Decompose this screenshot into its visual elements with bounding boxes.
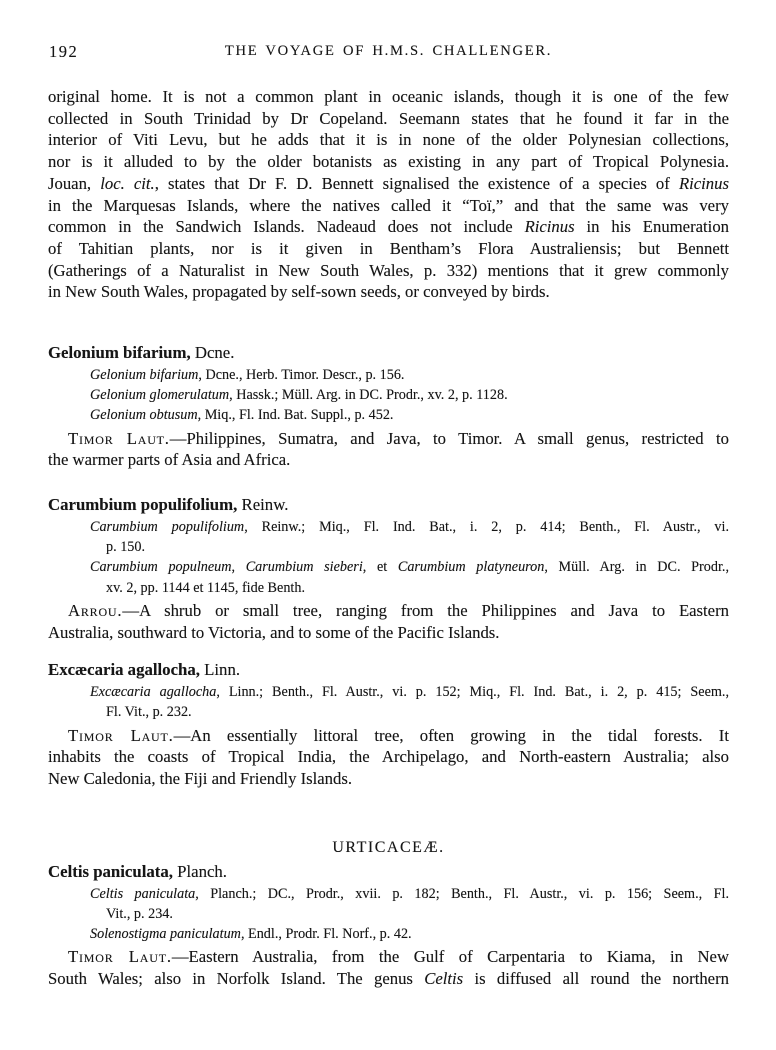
text-run: in New South Wales, propagated by self-sown seeds, or conveyed by birds.: [48, 282, 550, 302]
text-line: [48, 622, 729, 644]
italic-taxon-text: Gelonium bifarium: [90, 367, 199, 384]
text-run: is diffused all round the northern: [463, 969, 729, 989]
text-run: (Gatherings of a Naturalist in New South Wales, p. 332) mentions that it grew commonly: [48, 260, 729, 280]
text-line: [48, 173, 729, 195]
locality-lead: Timor Laut.: [68, 947, 172, 967]
text-run: , Endl., Prodr. Fl. Norf., p. 42.: [240, 926, 412, 943]
page-header: [48, 43, 729, 60]
italic-taxon-text: Carumbium sieberi: [245, 559, 363, 576]
italic-taxon-text: Gelonium glomerulatum: [90, 387, 230, 404]
text-line: [48, 968, 729, 990]
italic-taxon-text: Celtis paniculata: [90, 885, 196, 902]
species-entry-excaecaria-agallocha: [48, 661, 729, 790]
text-run: original home. It is not a common plant in oceanic islands, though it is one of the few: [48, 87, 729, 106]
text-run: nor is it alluded to by the older botanists as existing in any part of Tropical Polynesia.: [48, 152, 729, 172]
text-run: , Miq., Fl. Ind. Bat. Suppl., p. 452.: [197, 407, 394, 424]
page-number: 192: [49, 42, 79, 61]
species-authority: Dcne.: [190, 343, 235, 363]
text-line: [48, 702, 729, 722]
text-run: interior of Viti Levu, but he adds that it is in none of the older Polynesian collections,: [48, 130, 729, 150]
text-line: [48, 557, 729, 577]
italic-taxon-text: Celtis: [424, 969, 464, 989]
text-run: —An essentially littoral tree, often growing in the tidal forests. It: [173, 725, 730, 745]
distribution-note: [48, 725, 729, 790]
text-line: [48, 151, 729, 173]
text-run: Jouan,: [48, 173, 101, 193]
text-line: [48, 405, 729, 425]
synonym-list: [48, 517, 729, 598]
text-line: [48, 725, 729, 747]
species-entry-gelonium-bifarium: [48, 344, 729, 471]
text-line: [48, 195, 729, 217]
text-run: South Wales; also in Norfolk Island. The genus: [48, 969, 425, 989]
text-line: [48, 428, 729, 450]
species-heading: [48, 661, 729, 679]
text-line: [48, 108, 729, 130]
text-run: , Planch.; DC., Prodr., xvii. p. 182; Benth., Fl. Austr., vi. p. 156; Seem., Fl.: [195, 885, 729, 902]
italic-taxon-text: Carumbium populneum: [90, 559, 232, 576]
text-line: [48, 600, 729, 622]
text-run: , Hassk.; Müll. Arg. in DC. Prodr., xv. 2, p. 1128.: [229, 387, 508, 404]
text-line: [48, 682, 729, 702]
species-entry-celtis-paniculata: [48, 863, 729, 990]
page-content: [48, 0, 729, 990]
text-line: [48, 216, 729, 238]
species-heading: [48, 863, 729, 881]
italic-taxon-text: Ricinus: [678, 173, 729, 193]
species-authority: Reinw.: [237, 495, 289, 515]
synonym-list: [48, 365, 729, 426]
italic-taxon-text: Gelonium obtusum: [90, 407, 198, 424]
text-line: [48, 578, 729, 598]
text-line: [48, 946, 729, 968]
text-line: [48, 884, 729, 904]
synonym-list: [48, 682, 729, 722]
text-run: p. 150.: [106, 539, 146, 556]
text-line: [48, 904, 729, 924]
text-line: [48, 129, 729, 151]
text-line: [48, 238, 729, 260]
text-run: Vit., p. 234.: [106, 905, 173, 922]
section-heading-urticaceae: URTICACEÆ.: [332, 838, 445, 856]
text-line: [48, 537, 729, 557]
italic-taxon-text: Ricinus: [524, 217, 575, 237]
text-run: —A shrub or small tree, ranging from the Philippines and Java to Eastern: [122, 600, 729, 620]
distribution-note: [48, 946, 729, 989]
text-run: collected in South Trinidad by Dr Copeland. Seemann states that he found it far in the: [48, 108, 729, 128]
running-title: THE VOYAGE OF H.M.S. CHALLENGER.: [224, 43, 553, 59]
text-line: [48, 768, 729, 790]
text-run: in his Enumeration: [574, 217, 730, 237]
synonym-list: [48, 884, 729, 945]
italic-taxon-text: Carumbium platyneuron: [397, 559, 545, 576]
text-run: , Dcne., Herb. Timor. Descr., p. 156.: [198, 367, 405, 384]
italic-taxon-text: Solenostigma paniculatum: [90, 926, 241, 943]
italic-taxon-text: loc. cit.: [100, 173, 155, 193]
text-line: [48, 385, 729, 405]
species-name: Carumbium populifolium,: [48, 495, 238, 515]
text-run: inhabits the coasts of Tropical India, the Archipelago, and North-eastern Australia; also: [48, 747, 729, 767]
locality-lead: Arrou.: [68, 600, 123, 620]
text-run: —Eastern Australia, from the Gulf of Carpentaria to Kiama, in New: [171, 947, 730, 967]
locality-lead: Timor Laut.: [68, 725, 174, 745]
text-run: , Reinw.; Miq., Fl. Ind. Bat., i. 2, p. 414; Benth., Fl. Austr., vi.: [244, 519, 729, 536]
text-run: xv. 2, pp. 1144 et 1145, fide Benth.: [106, 579, 305, 596]
text-line: [48, 86, 729, 108]
text-run: in the Marquesas Islands, where the natives called it “Toï,” and that the same was very: [48, 195, 729, 215]
species-name: Celtis paniculata,: [48, 861, 173, 881]
text-line: [48, 924, 729, 944]
species-entry-carumbium-populifolium: [48, 496, 729, 643]
species-authority: Planch.: [172, 861, 228, 881]
text-line: [48, 365, 729, 385]
species-heading: [48, 496, 729, 514]
text-line: [48, 746, 729, 768]
distribution-note: [48, 600, 729, 643]
text-run: Australia, southward to Victoria, and to some of the Pacific Islands.: [48, 622, 500, 642]
text-run: , Müll. Arg. in DC. Prodr.,: [544, 559, 729, 576]
italic-taxon-text: Carumbium populifolium: [90, 519, 245, 536]
species-heading: [48, 344, 729, 362]
intro-paragraph: [48, 86, 729, 303]
text-run: —Philippines, Sumatra, and Java, to Timor. A small genus, restricted to: [169, 428, 729, 448]
species-name: Excæcaria agallocha,: [48, 660, 200, 680]
text-run: of Tahitian plants, nor is it given in Bentham’s Flora Australiensis; but Bennett: [48, 238, 729, 258]
text-run: , states that Dr F. D. Bennett signalised the existence of a species of: [154, 173, 679, 193]
text-line: [48, 517, 729, 537]
text-run: ,: [231, 559, 246, 576]
italic-taxon-text: Excæcaria agallocha: [90, 684, 217, 701]
text-line: [48, 449, 729, 471]
text-run: Fl. Vit., p. 232.: [106, 704, 192, 721]
text-line: [48, 281, 729, 303]
distribution-note: [48, 428, 729, 471]
locality-lead: Timor Laut.: [68, 428, 170, 448]
species-name: Gelonium bifarium,: [48, 343, 191, 363]
text-run: , Linn.; Benth., Fl. Austr., vi. p. 152; Miq., Fl. Ind. Bat., i. 2, p. 415; Seem.,: [216, 684, 729, 701]
text-line: [48, 260, 729, 282]
text-run: New Caledonia, the Fiji and Friendly Islands.: [48, 769, 353, 789]
text-run: common in the Sandwich Islands. Nadeaud does not include: [48, 217, 525, 237]
text-run: , et: [362, 559, 398, 576]
species-authority: Linn.: [199, 660, 241, 680]
text-run: the warmer parts of Asia and Africa.: [48, 450, 291, 470]
